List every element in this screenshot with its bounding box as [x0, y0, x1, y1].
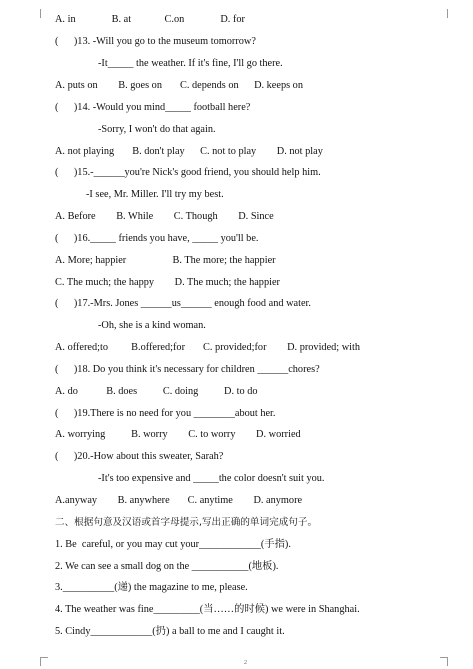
- question-13-options: A. puts on B. goes on C. depends on D. keeps on: [55, 80, 303, 91]
- question-19: ( )19.There is no need for you ________about her.: [55, 408, 276, 419]
- corner-mark: [40, 657, 48, 658]
- fill-in-3: 3.__________(递) the magazine to me, please.: [55, 582, 248, 593]
- question-20: ( )20.-How about this sweater, Sarah?: [55, 451, 224, 462]
- question-20-reply: -It's too expensive and _____the color doesn't suit you.: [98, 473, 325, 484]
- corner-mark: [447, 657, 448, 666]
- question-13-reply: -It_____ the weather. If it's fine, I'll go there.: [98, 58, 283, 69]
- fill-in-5: 5. Cindy____________(扔) a ball to me and I caught it.: [55, 626, 285, 637]
- corner-mark: [40, 657, 41, 666]
- question-12-options: A. in B. at C.on D. for: [55, 14, 245, 25]
- question-16-options-cd: C. The much; the happy D. The much; the happier: [55, 277, 280, 288]
- question-14-options: A. not playing B. don't play C. not to play D. not play: [55, 146, 323, 157]
- question-15: ( )15.-______you're Nick's good friend, you should help him.: [55, 167, 321, 178]
- question-15-reply: -I see, Mr. Miller. I'll try my best.: [86, 189, 224, 200]
- page-number: 2: [244, 660, 247, 666]
- question-17-reply: -Oh, she is a kind woman.: [98, 320, 206, 331]
- fill-in-2: 2. We can see a small dog on the ___________(地板).: [55, 561, 279, 572]
- question-19-options: A. worrying B. worry C. to worry D. worried: [55, 429, 301, 440]
- question-20-options: A.anyway B. anywhere C. anytime D. anymore: [55, 495, 303, 506]
- question-16-options-ab: A. More; happier B. The more; the happier: [55, 255, 276, 266]
- question-14-reply: -Sorry, I won't do that again.: [98, 124, 216, 135]
- fill-in-4: 4. The weather was fine_________(当……的时候) we were in Shanghai.: [55, 604, 360, 615]
- question-18-options: A. do B. does C. doing D. to do: [55, 386, 258, 397]
- question-15-options: A. Before B. While C. Though D. Since: [55, 211, 274, 222]
- corner-mark: [440, 657, 448, 658]
- question-14: ( )14. -Would you mind_____ football here?: [55, 102, 251, 113]
- corner-mark: [447, 9, 448, 18]
- corner-mark: [40, 9, 41, 18]
- fill-in-1: 1. Be careful, or you may cut your____________(手指).: [55, 539, 291, 550]
- question-17: ( )17.-Mrs. Jones ______us______ enough food and water.: [55, 298, 311, 309]
- section-2-heading: 二、根据句意及汉语或首字母提示,写出正确的单词完成句子。: [55, 517, 318, 528]
- question-17-options: A. offered;to B.offered;for C. provided;for D. provided; with: [55, 342, 361, 353]
- question-16: ( )16._____ friends you have, _____ you'll be.: [55, 233, 259, 244]
- question-18: ( )18. Do you think it's necessary for children ______chores?: [55, 364, 320, 375]
- question-13: ( )13. -Will you go to the museum tomorrow?: [55, 36, 256, 47]
